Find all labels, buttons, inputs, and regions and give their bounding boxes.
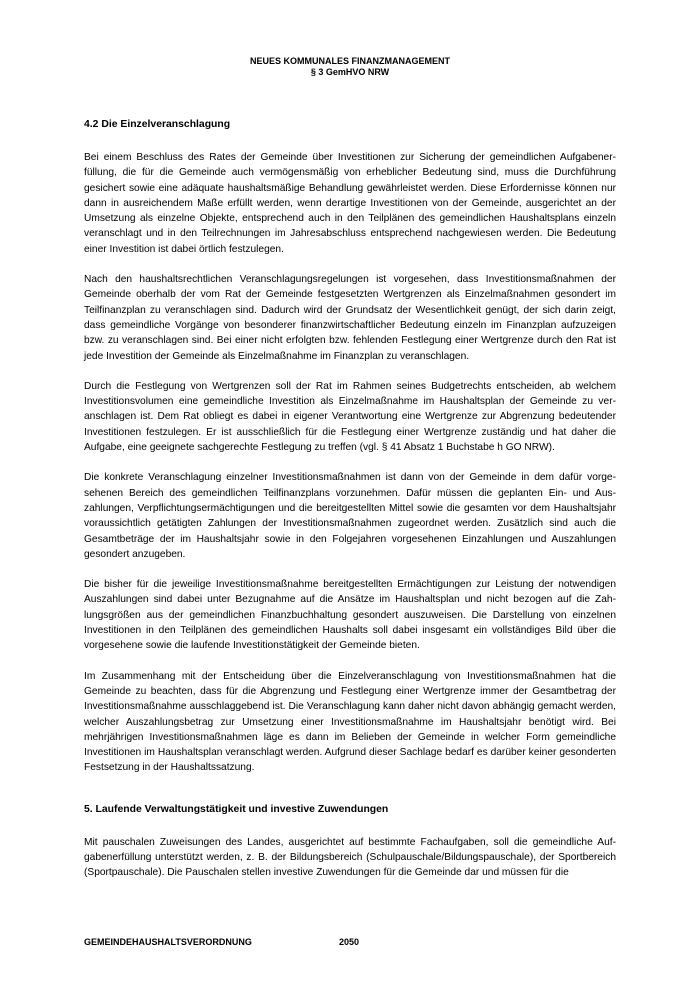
paragraph: Die konkrete Veranschlagung einzelner Investitionsmaßnahmen ist dann von der Gemeinde in dem dafür vorgesehenen Bereich des gemeindlichen Teilfinanzplans vorzunehmen. Dafür müssen die geplanten Ein- und Auszahlungen, Verpflichtungsermächtigungen und die bereitgestellten Mittel sowie die gesamten vor dem Haushaltsjahr voraussichtlich getätigten Zahlungen der Investitionsmaßnahmen zugeordnet werden. Zusätzlich sind auch die Gesamtbeträge der im Haushaltsjahr sowie in den Folgejahren vorgesehenen Einzahlungen und Auszahlungen gesondert anzugeben. xyxy=(84,472,616,560)
paragraph: Die bisher für die jeweilige Investitionsmaßnahme bereitgestellten Ermächtigungen zur Leistung der notwendigen Auszahlungen sind dabei unter Bezugnahme auf die Ansätze im Haushaltsplan und nicht bezogen auf die Zahlungsgrößen aus der gemeindlichen Finanzbuchhaltung gesondert auszuweisen. Die Darstellung von einzelnen Investitionen in den Teilplänen des gemeindlichen Haushalts soll dabei insgesamt ein vollständiges Bild über die vorgesehene sowie die laufende Investitionstätigkeit der Gemeinde bieten. xyxy=(84,579,616,652)
section-heading-einzelveranschlagung: 4.2 Die Einzelveranschlagung xyxy=(84,119,231,130)
footer-document-title: GEMEINDEHAUSHALTSVERORDNUNG xyxy=(84,937,252,947)
paragraph: Mit pauschalen Zuweisungen des Landes, ausgerichtet auf bestimmte Fachaufgaben, soll die gemeindliche Aufgabenerfüllung unterstützt werden, z. B. der Bildungsbereich (Schulpauschale/Bildungspauschale), der Sportbereich (Sportpauschale). Die Pauschalen stellen investive Zuwendungen für die Gemeinde dar und müssen für die xyxy=(84,836,616,879)
section-heading-laufende-verwaltung: 5. Laufende Verwaltungstätigkeit und investive Zuwendungen xyxy=(84,803,389,815)
paragraph: Im Zusammenhang mit der Entscheidung über die Einzelveranschlagung von Investitionsmaßnahmen hat die Gemeinde zu beachten, dass für die Abgrenzung und Festlegung einer Wertgrenze immer der Gesamtbetrag der Investitionsmaßnahme ausschlaggebend ist. Die Veranschlagung kann daher nicht davon abhängig gemacht werden, welcher Auszahlungsbetrag zur Umsetzung einer Investitionsmaßnahme im Haushaltsjahr benötigt wird. Bei mehrjährigen Investitionsmaßnahmen läge es dann im Belieben der Gemeinde in welcher Form gemeindliche Investitionen im Haushaltsplan veranschlagt werden. Aufgrund dieser Sachlage bedarf es darüber keiner gesonderten Festsetzung in der Haushaltssatzung. xyxy=(84,670,616,774)
header-title: NEUES KOMMUNALES FINANZMANAGEMENT xyxy=(250,56,450,66)
page-number: 2050 xyxy=(339,937,360,947)
paragraph: Durch die Festlegung von Wertgrenzen soll der Rat im Rahmen seines Budgetrechts entscheiden, ab welchem Investitionsvolumen eine gemeindliche Investition als Einzelmaßnahme im Haushaltsplan der Gemeinde zu veranschlagen ist. Dem Rat obliegt es dabei in eigener Verantwortung eine Wertgrenze zur Abgrenzung bedeutender Investitionen festzulegen. Er ist ausschließlich für die Festlegung einer Wertgrenze zuständig und hat daher die Aufgabe, eine geeignete sachgerechte Festlegung zu treffen (vgl. § 41 Absatz 1 Buchstabe h GO NRW). xyxy=(84,380,616,454)
page-header xyxy=(0,56,700,78)
document-body xyxy=(84,118,616,896)
paragraph: Bei einem Beschluss des Rates der Gemeinde über Investitionen zur Sicherung der gemeindlichen Aufgabenerfüllung, die für die Gemeinde auch vermögensmäßig von erheblicher Bedeutung sind, muss die Durchführung gesichert sowie eine adäquate haushaltsmäßige Behandlung gewährleistet werden. Diese Erfordernisse können nur dann in ausreichendem Maße erfüllt werden, wenn derartige Investitionen von der Gemeinde, ausgerichtet an der Umsetzung als einzelne Objekte, entsprechend auch in den Teilplänen des gemeindlichen Haushaltsplans einzeln veranschlagt und in den Teilrechnungen im Jahresabschluss entsprechend nachgewiesen werden. Die Bedeutung einer Investition ist dabei örtlich festzulegen. xyxy=(84,152,616,255)
paragraph: Nach den haushaltsrechtlichen Veranschlagungsregelungen ist vorgesehen, dass Investitionsmaßnahmen der Gemeinde oberhalb der vom Rat der Gemeinde festgesetzten Wertgrenzen als Einzelmaßnahmen gesondert im Teilfinanzplan zu veranschlagen sind. Dadurch wird der Grundsatz der Wesentlichkeit genügt, der sich darin zeigt, dass gemeindliche Vorgänge von besonderer finanzwirtschaftlicher Bedeutung einzeln im Finanzplan aufzuzeigen bzw. zu veranschlagen sind. Bei einer nicht erfolgten bzw. fehlenden Festlegung einer Wertgrenze durch den Rat ist jede Investition der Gemeinde als Einzelmaßnahme im Finanzplan zu veranschlagen. xyxy=(84,274,616,362)
header-subtitle: § 3 GemHVO NRW xyxy=(310,67,390,77)
